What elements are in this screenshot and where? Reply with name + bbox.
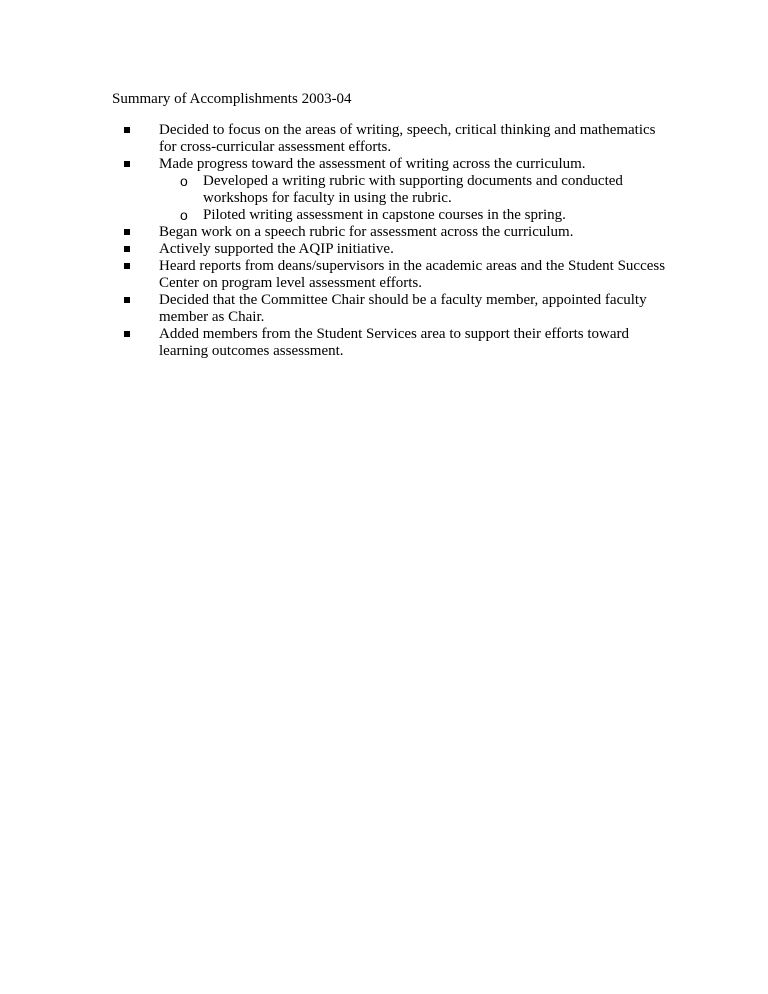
sub-list (159, 173, 672, 224)
list-item-text: Actively supported the AQIP initiative. (159, 241, 394, 257)
list-item (112, 258, 672, 292)
sub-list-item (159, 207, 672, 224)
square-bullet-icon (124, 127, 130, 133)
square-bullet-icon (124, 297, 130, 303)
sub-list-item-text: Developed a writing rubric with supporting documents and conducted workshops for faculty in using the rubric. (203, 173, 623, 206)
document-title: Summary of Accomplishments 2003-04 (112, 91, 352, 107)
list-item (112, 241, 672, 258)
accomplishments-list (112, 122, 672, 360)
list-item (112, 156, 672, 224)
list-item-text: Began work on a speech rubric for assessment across the curriculum. (159, 224, 574, 240)
square-bullet-icon (124, 246, 130, 252)
square-bullet-icon (124, 263, 130, 269)
list-item (112, 292, 672, 326)
circle-bullet-icon: o (180, 173, 188, 189)
list-item (112, 326, 672, 360)
list-item-text: Made progress toward the assessment of writing across the curriculum. (159, 156, 586, 172)
circle-bullet-icon: o (180, 207, 188, 223)
list-item-text: Added members from the Student Services area to support their efforts toward learning outcomes assessment. (159, 326, 630, 359)
list-item-text: Decided to focus on the areas of writing, speech, critical thinking and mathematics for cross-curricular assessment efforts. (159, 122, 656, 155)
square-bullet-icon (124, 331, 130, 337)
list-item-text: Heard reports from deans/supervisors in the academic areas and the Student Success Center on program level assessment efforts. (159, 258, 666, 291)
list-item (112, 122, 672, 156)
sub-list-item-text: Piloted writing assessment in capstone courses in the spring. (203, 207, 566, 223)
list-item (112, 224, 672, 241)
square-bullet-icon (124, 229, 130, 235)
square-bullet-icon (124, 161, 130, 167)
list-item-text: Decided that the Committee Chair should be a faculty member, appointed faculty member as Chair. (159, 292, 647, 325)
sub-list-item (159, 173, 672, 207)
